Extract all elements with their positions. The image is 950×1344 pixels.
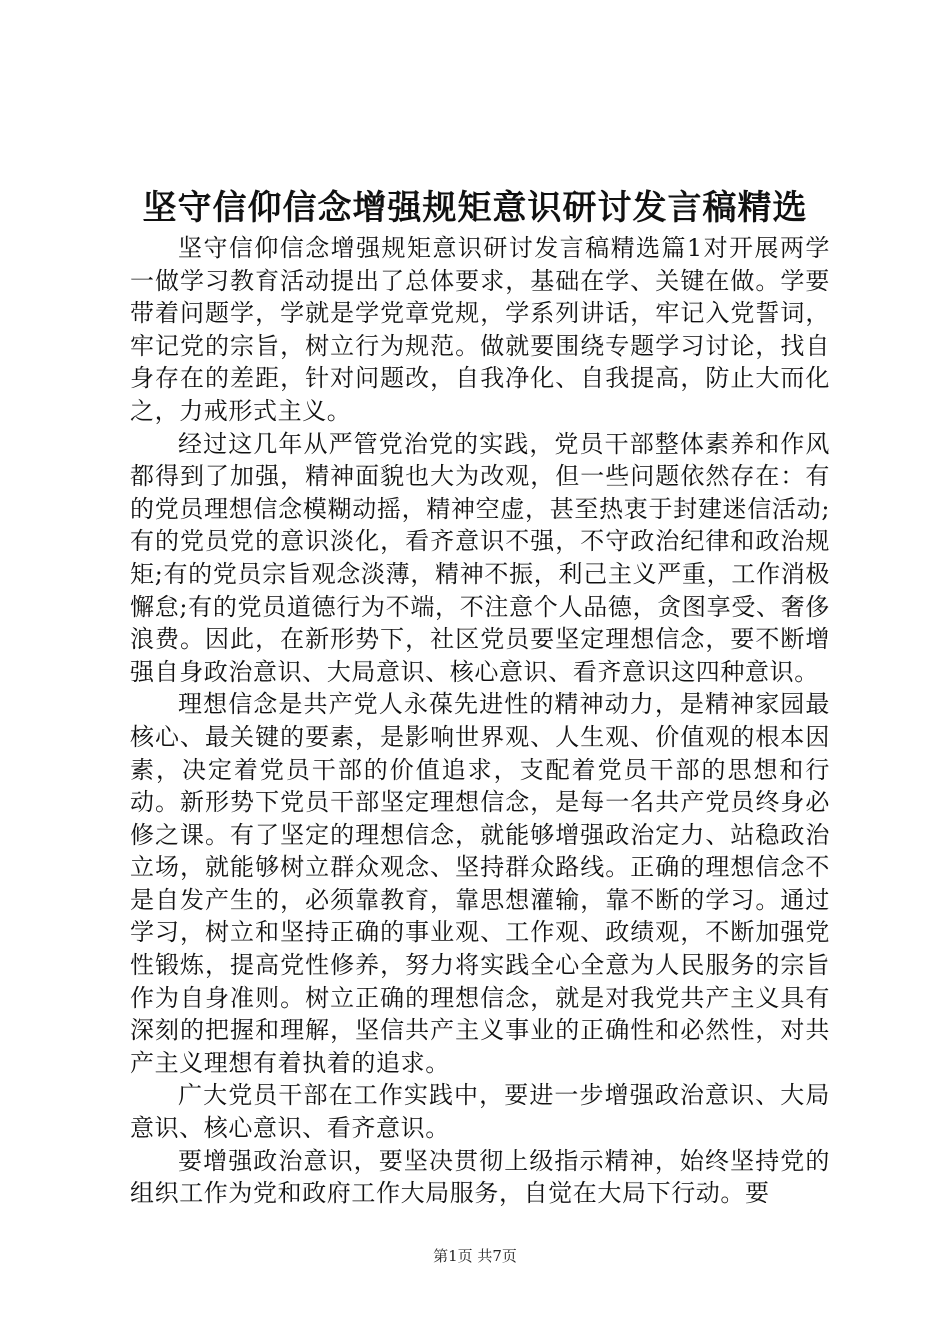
paragraph: 要增强政治意识，要坚决贯彻上级指示精神，始终坚持党的组织工作为党和政府工作大局服务，自觉在大局下行动。要 — [130, 1146, 830, 1208]
paragraph: 广大党员干部在工作实践中，要进一步增强政治意识、大局意识、核心意识、看齐意识。 — [130, 1081, 830, 1143]
paragraph: 坚守信仰信念增强规矩意识研讨发言稿精选篇1对开展两学一做学习教育活动提出了总体要求，基础在学、关键在做。学要带着问题学，学就是学党章党规，学系列讲话，牢记入党誓词，牢记党的宗旨，树立行为规范。做就要围绕专题学习讨论，找自身存在的差距，针对问题改，自我净化、自我提高，防止大而化之，力戒形式主义。 — [130, 234, 830, 425]
page-number-footer: 第1页 共7页 — [433, 1247, 517, 1265]
paragraph: 理想信念是共产党人永葆先进性的精神动力，是精神家园最核心、最关键的要素，是影响世界观、人生观、价值观的根本因素，决定着党员干部的价值追求，支配着党员干部的思想和行动。新形势下党员干部坚定理想信念，是每一名共产党员终身必修之课。有了坚定的理想信念，就能够增强政治定力、站稳政治立场，就能够树立群众观念、坚持群众路线。正确的理想信念不是自发产生的，必须靠教育，靠思想灌输，靠不断的学习。通过学习，树立和坚持正确的事业观、工作观、政绩观，不断加强党性锻炼，提高党性修养，努力将实践全心全意为人民服务的宗旨作为自身准则。树立正确的理想信念，就是对我党共产主义具有深刻的把握和理解，坚信共产主义事业的正确性和必然性，对共产主义理想有着执着的追求。 — [130, 690, 830, 1077]
paragraph: 经过这几年从严管党治党的实践，党员干部整体素养和作风都得到了加强，精神面貌也大为改观，但一些问题依然存在：有的党员理想信念模糊动摇，精神空虚，甚至热衷于封建迷信活动;有的党员党的意识淡化，看齐意识不强，不守政治纪律和政治规矩;有的党员宗旨观念淡薄，精神不振，利己主义严重，工作消极懈怠;有的党员道德行为不端，不注意个人品德，贪图享受、奢侈浪费。因此，在新形势下，社区党员要坚定理想信念，要不断增强自身政治意识、大局意识、核心意识、看齐意识这四种意识。 — [130, 429, 830, 686]
document-title: 坚守信仰信念增强规矩意识研讨发言稿精选 — [142, 188, 808, 228]
document-body — [130, 232, 830, 1210]
